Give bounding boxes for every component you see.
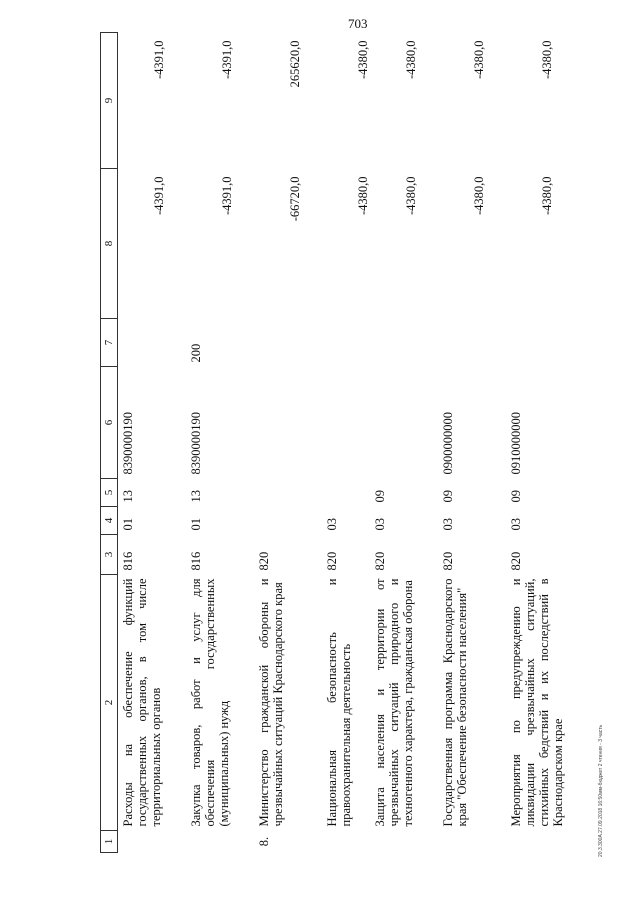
- row-name: Министерство гражданской обороны и чрезвычайных ситуаций Краснодарского края: [256, 578, 285, 827]
- subsection-code: 09: [372, 490, 387, 503]
- amount-col-9: -4380,0: [471, 40, 486, 80]
- header-cell-5: 5: [101, 479, 118, 507]
- row-number: [322, 831, 370, 853]
- section-code: 03: [324, 518, 339, 531]
- row-number: [438, 831, 506, 853]
- header-cell-2: 2: [101, 575, 118, 831]
- header-cell-4: 4: [101, 507, 118, 535]
- amount-col-9: -4391,0: [152, 40, 166, 80]
- amount-col-9: 265620,0: [287, 40, 302, 88]
- amount-col-9: -4380,0: [355, 40, 370, 80]
- amount-col-9: -4391,0: [219, 40, 234, 80]
- row-name: Закупка товаров, работ и услуг для обеспечения государственных (муниципальных) нужд: [188, 578, 231, 827]
- table-row: [118, 33, 186, 853]
- amount-col-8: -4380,0: [471, 176, 486, 216]
- row-number: [370, 831, 438, 853]
- header-cell-7: 7: [101, 319, 118, 367]
- amount-col-8: -4380,0: [355, 176, 370, 216]
- amount-col-9: -4380,0: [539, 40, 554, 80]
- row-number: [118, 831, 186, 853]
- section-code: 01: [121, 518, 135, 531]
- table-row: [506, 33, 574, 853]
- amount-col-8: -4391,0: [152, 176, 166, 216]
- target-article-code: 0900000000: [440, 412, 455, 475]
- row-name: Расходы на обеспечение функций государственных органов, в том числе территориальных органов: [121, 578, 163, 827]
- footer-stamp: 20.3.300А.27.09.2018 16:50мм-бюджет 2 чтения - 3 часть: [598, 724, 604, 857]
- expense-type-code: [438, 319, 506, 367]
- header-cell-9: 9: [101, 33, 118, 169]
- target-article-code: [370, 367, 438, 479]
- expense-type-code: [322, 319, 370, 367]
- section-code: 03: [508, 518, 523, 531]
- amount-col-8: -4391,0: [219, 176, 234, 216]
- target-article-code: [254, 367, 322, 479]
- section-code: 03: [372, 518, 387, 531]
- expense-type-code: [506, 319, 574, 367]
- row-name: Государственная программа Краснодарского края "Обеспечение безопасности населения": [440, 578, 469, 827]
- table-row: [370, 33, 438, 853]
- subsection-code: 09: [508, 490, 523, 503]
- header-cell-6: 6: [101, 367, 118, 479]
- row-name: Защита населения и территории от чрезвычайных ситуаций природного и техногенного характера, гражданская оборона: [372, 578, 415, 827]
- ministry-code: 820: [324, 551, 339, 571]
- section-code: 03: [440, 518, 455, 531]
- ministry-code: 820: [508, 551, 523, 571]
- subsection-code: 09: [440, 490, 455, 503]
- expense-type-code: [370, 319, 438, 367]
- row-number: 8.: [256, 836, 271, 847]
- amount-col-9: -4380,0: [403, 40, 418, 80]
- header-cell-3: 3: [101, 535, 118, 575]
- amount-col-8: -4380,0: [539, 176, 554, 216]
- header-row: [101, 33, 118, 853]
- expense-type-code: [254, 319, 322, 367]
- table-row: [254, 33, 322, 853]
- row-number: [186, 831, 254, 853]
- ministry-code: 816: [188, 551, 203, 571]
- ministry-code: 820: [440, 551, 455, 571]
- header-cell-1: 1: [101, 831, 118, 853]
- ministry-code: 820: [256, 551, 271, 571]
- subsection-code: 13: [188, 490, 203, 503]
- table-row: [186, 33, 254, 853]
- subsection-code: 13: [121, 490, 135, 503]
- header-cell-8: 8: [101, 169, 118, 319]
- row-number: [506, 831, 574, 853]
- section-code: 01: [188, 518, 203, 531]
- subsection-code: [254, 479, 322, 507]
- page-number: 703: [348, 16, 368, 31]
- expense-type-code: 200: [188, 343, 203, 363]
- target-article-code: 0910000000: [508, 412, 523, 475]
- target-article-code: [322, 367, 370, 479]
- row-name: Мероприятия по предупреждению и ликвидации чрезвычайных ситуаций, стихийных бедствий и их последствий в Краснодарском крае: [508, 578, 565, 827]
- section-code: [254, 507, 322, 535]
- table-row: [438, 33, 506, 853]
- row-name: Национальная безопасность и правоохранительная деятельность: [324, 578, 353, 827]
- table-row: [322, 33, 370, 853]
- subsection-code: [322, 479, 370, 507]
- rotated-table-container: [100, 33, 590, 853]
- target-article-code: 8390000190: [188, 412, 203, 475]
- amount-col-8: -4380,0: [403, 176, 418, 216]
- target-article-code: 8390000190: [121, 412, 135, 475]
- expense-type-code: [118, 319, 186, 367]
- ministry-code: 820: [372, 551, 387, 571]
- amount-col-8: -66720,0: [287, 176, 302, 222]
- budget-table: [100, 32, 574, 853]
- ministry-code: 816: [121, 551, 135, 571]
